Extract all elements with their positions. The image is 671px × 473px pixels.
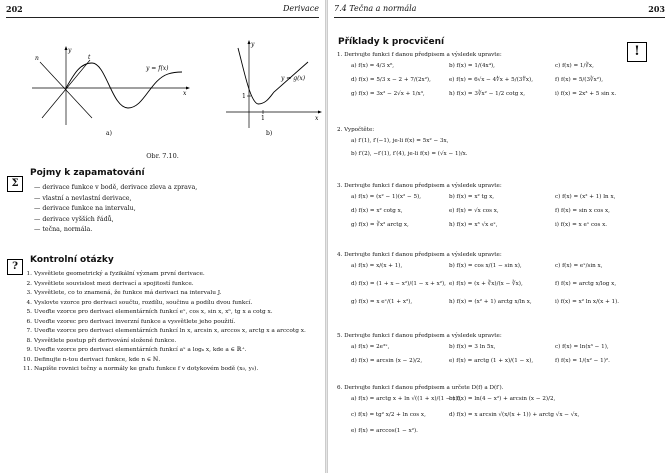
exercise-instruction: Derivujte funkci f danou předpisem a výsledek upravte: [344, 252, 502, 258]
list-item: 1. Vysvětlete geometrický a fyzikální význam první derivace. [26, 271, 205, 277]
tangent-label: t [88, 54, 91, 61]
exercise-item: a) f(x) = arctg x + ln √((1 + x)/(1 − x)), [351, 396, 462, 402]
graph-a-y-label: y [68, 47, 72, 54]
exercise-number: 3. [337, 183, 343, 189]
exercise-item: a) f(x) = (x² − 1)(x² − 5), [351, 194, 422, 200]
exercise-item: a) f(x) = x/(x + 1), [351, 263, 403, 269]
exercise-item: g) f(x) = x eˣ/(1 + x²), [351, 299, 413, 305]
exercise-item: b) f(x) = ln(4 − x²) + arcsin (x − 2)/2, [449, 396, 556, 402]
exercise-heading [337, 385, 667, 392]
list-item: 9. Uveďte vzorce pro derivaci elementárních funkcí aˣ a logₐ x, kde a ∈ ℝ⁺. [26, 347, 247, 353]
sigma-icon: Σ [7, 176, 23, 192]
exercise-item: e) f(x) = √x cos x, [449, 208, 499, 214]
list-item: — derivace funkce v bodě, derivace zleva a zprava, [34, 183, 197, 194]
exercise-item: c) f(x) = eˣ/sin x, [555, 263, 603, 269]
questions-list [23, 270, 319, 375]
exercise-number: 4. [337, 252, 343, 258]
graph-b-tick-label-x: 1 [261, 115, 265, 122]
right-page [328, 0, 671, 473]
exercise-instruction: Vypočtěte: [344, 127, 375, 133]
graph-a [32, 46, 190, 137]
list-item: 8. Vysvětlete postup při derivování složené funkce. [26, 337, 177, 344]
exercise-item: h) f(x) = x³ √x eˣ, [449, 222, 498, 228]
exercise-item: e) f(x) = arctg (1 + x)/(1 − x), [449, 358, 534, 364]
exercise-heading [337, 333, 667, 340]
exercise-item: c) f(x) = 1/∛x, [555, 63, 594, 69]
graph-b-caption: b) [266, 130, 273, 137]
exercise-item: d) f(x) = 5/3 x − 2 + 7/(2x²), [351, 77, 431, 83]
exercise-3 [337, 183, 667, 228]
exercise-number: 2. [337, 127, 343, 133]
exercise-instruction: Derivujte funkci f danou předpisem a výsledek upravte: [344, 52, 502, 58]
graph-a-x-label: x [183, 90, 187, 97]
list-item: 4. Vyslovte vzorce pro derivaci součtu, rozdílu, součinu a podílu dvou funkcí. [26, 299, 253, 306]
exercise-heading [337, 52, 667, 59]
right-running-head [334, 4, 665, 16]
exercise-item: i) f(x) = x² ln x/(x + 1). [555, 299, 620, 305]
list-item: — vlastní a nevlastní derivace, [34, 194, 197, 205]
left-page-number: 202 [6, 4, 23, 14]
list-item: 5. Uveďte vzorce pro derivaci elementárních funkcí eˣ, cos x, sin x, xⁿ, tg x a cotg x. [26, 309, 273, 315]
exercise-item: b) f′(2), −f′(1), f′(4), je-li f(x) = (√x − 1)/x. [351, 151, 468, 157]
exercise-number: 1. [337, 52, 343, 58]
left-running-title: Derivace [282, 4, 319, 13]
exercises-title: Příklady k procvičení [338, 37, 445, 47]
exercise-6 [337, 385, 667, 434]
exercise-item: i) f(x) = x eˣ cos x. [555, 222, 608, 228]
right-header-rule [334, 17, 665, 18]
graph-a-x-arrow [186, 87, 190, 90]
exercise-item: g) f(x) = 3x² − 2√x + 1/x³, [351, 91, 425, 97]
exercise-1 [337, 52, 667, 97]
left-page [0, 0, 325, 473]
list-item: — tečna, normála. [34, 225, 197, 236]
list-item: 7. Uveďte vzorce pro derivaci elementárních funkcí ln x, arcsin x, arccos x, arctg x a arccotg x. [26, 328, 306, 334]
exercise-number: 5. [337, 333, 343, 339]
exercise-item: f) f(x) = 5/(3∛x²), [555, 77, 603, 83]
exercise-2 [337, 127, 667, 157]
exercise-item: e) f(x) = 6√x − 4∜x + 5/(3∜x), [449, 77, 534, 83]
exercise-instruction: Derivujte funkci f danou předpisem a výsledek upravte: [344, 333, 502, 339]
exercise-item: f) f(x) = sin x cos x, [555, 208, 610, 214]
graph-b-y-label: y [251, 41, 255, 48]
exercise-item: e) f(x) = arccos(1 − x²). [351, 428, 418, 434]
exercise-item: d) f(x) = arcsin (x − 2)/2, [351, 358, 423, 364]
right-running-title: 7.4 Tečna a normála [334, 4, 417, 13]
exercise-item: c) f(x) = ln(x³ − 1), [555, 344, 609, 350]
exercise-item: d) f(x) = (1 + x − x²)/(1 − x + x²), [351, 281, 446, 287]
questions-title: Kontrolní otázky [30, 255, 114, 265]
exclamation-icon: ! [627, 42, 647, 62]
right-page-number: 203 [648, 4, 665, 14]
list-item: — derivace funkce na intervalu, [34, 204, 197, 215]
concepts-list [34, 183, 197, 236]
exercise-item: i) f(x) = 2x³ + 5 sin x. [555, 91, 617, 97]
exercise-item: b) f(x) = x² tg x, [449, 194, 495, 200]
exercise-item: d) f(x) = x arcsin √(x/(x + 1)) + arctg √x − √x, [449, 412, 580, 418]
exercise-item: g) f(x) = ∛x² arctg x, [351, 222, 409, 228]
exercise-4 [337, 252, 667, 305]
graph-b-x-label: x [315, 115, 319, 122]
list-item: 2. Vysvětlete souvislost mezi derivací a spojitostí funkce. [26, 280, 194, 287]
figure-caption: Obr. 7.10. [146, 152, 179, 160]
list-item: 3. Vysvětlete, co to znamená, že funkce má derivaci na intervalu J. [26, 290, 222, 296]
exercise-item: a) f(x) = 4/3 x⁶, [351, 63, 395, 69]
graph-b-curve-label: y = g(x) [281, 75, 306, 82]
question-icon: ? [7, 259, 23, 275]
normal-label: n [35, 55, 39, 62]
figure-7-10 [0, 0, 325, 150]
exercise-item: b) f(x) = 3 ln 5x, [449, 344, 496, 350]
list-item: — derivace vyšších řádů, [34, 215, 197, 226]
exercise-item: e) f(x) = (x + ∛x)/(x − ∛x), [449, 281, 523, 287]
list-item: 6. Uveďte vzorec pro derivaci inverzní funkce a vysvětlete jeho použití. [26, 318, 236, 325]
graph-b [226, 40, 322, 137]
exercise-item: d) f(x) = x² cotg x, [351, 208, 403, 214]
graph-a-curve-label: y = f(x) [146, 65, 169, 72]
exercise-heading [337, 127, 667, 134]
exercise-item: b) f(x) = 1/(4x⁴), [449, 63, 495, 69]
list-item: 11. Napište rovnici tečny a normály ke grafu funkce f v dotykovém bodě (x₀, y₀). [23, 366, 259, 372]
graph-a-caption: a) [106, 130, 112, 137]
exercise-item: h) f(x) = 3∛x² − 1/2 cotg x, [449, 91, 525, 97]
exercise-heading [337, 183, 667, 190]
exercise-number: 6. [337, 385, 343, 391]
exercise-item: f) f(x) = 1/(x² − 1)². [555, 358, 610, 364]
exercise-heading [337, 252, 667, 259]
exercise-item: b) f(x) = cos x/(1 − sin x), [449, 263, 522, 269]
exercise-item: c) f(x) = (x² + 1) ln x, [555, 194, 616, 200]
exercise-instruction: Derivujte funkci f danou předpisem a určete D(f) a D(f′). [344, 385, 504, 391]
concepts-title: Pojmy k zapamatování [30, 168, 145, 178]
exercise-item: h) f(x) = (x² + 1) arctg x/ln x, [449, 299, 532, 305]
exercise-5 [337, 333, 667, 364]
exercise-item: a) f(x) = 2e³ˣ, [351, 344, 390, 350]
graph-b-tick-label-y: 1 [242, 93, 246, 100]
exercise-item: a) f′(1), f′(−1), je-li f(x) = 5x² − 3x, [351, 138, 449, 144]
exercise-item: c) f(x) = tg² x/2 + ln cos x, [351, 412, 426, 418]
exercise-instruction: Derivujte funkci f danou předpisem a výsledek upravte: [344, 183, 502, 189]
exercise-item: f) f(x) = arctg x/log x, [555, 281, 617, 287]
graph-b-x-arrow [318, 111, 322, 114]
list-item: 10. Definujte n-tou derivaci funkce, kde n ∈ ℕ. [23, 356, 161, 363]
